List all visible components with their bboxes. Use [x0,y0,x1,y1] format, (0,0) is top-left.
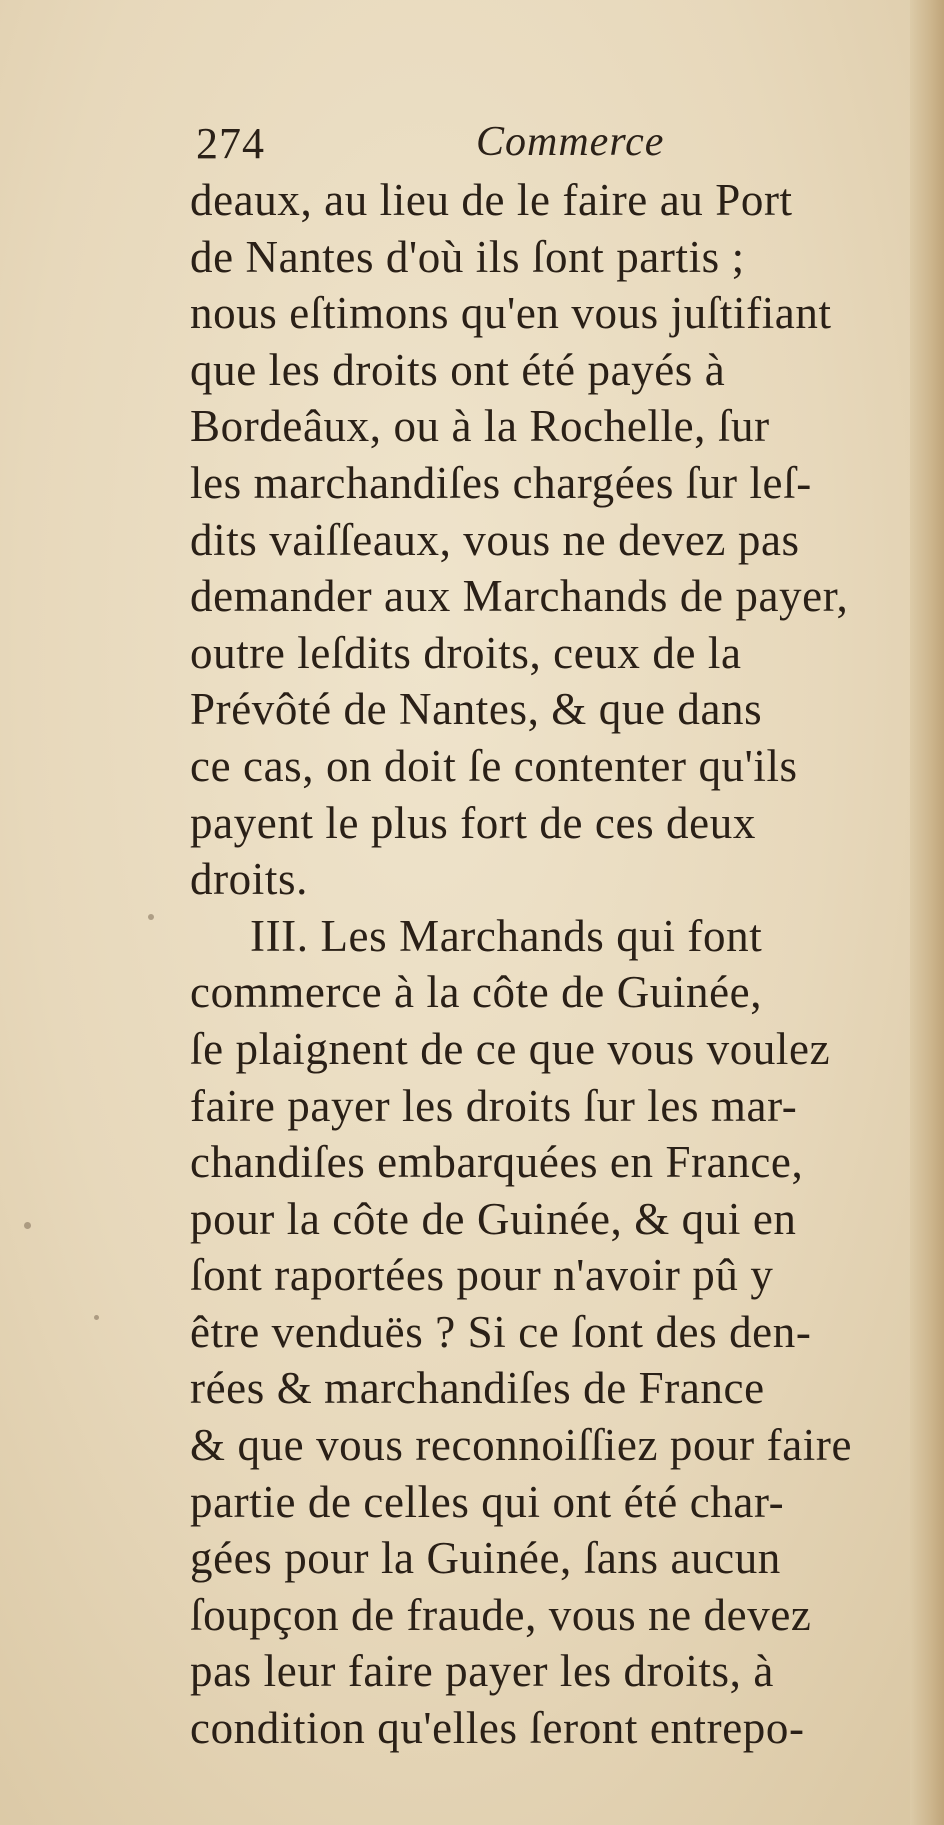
text-line: & que vous reconnoiſſiez pour faire [190,1420,853,1471]
text-line: que les droits ont été payés à [190,344,726,395]
text-line: partie de celles qui ont été char- [190,1476,785,1527]
body-text [190,172,920,1757]
page-header [196,118,916,178]
text-line: commerce à la côte de Guinée, [190,967,763,1018]
text-line: les marchandiſes chargées ſur leſ- [190,457,812,508]
text-line: ſont raportées pour n'avoir pû y [190,1250,774,1301]
text-line: Prévôté de Nantes, & que dans [190,684,763,735]
paragraph-start-line: III. Les Marchands qui font [250,910,763,961]
page-number: 274 [196,119,265,168]
text-line: Bordeâux, ou à la Rochelle, ſur [190,401,770,452]
text-line: payent le plus fort de ces deux [190,797,756,848]
running-title: Commerce [476,119,665,165]
text-line: ſe plaignent de ce que vous voulez [190,1023,831,1074]
text-line: condition qu'elles ſeront entrepo- [190,1703,805,1754]
text-line: pour la côte de Guinée, & qui en [190,1193,797,1244]
text-line: gées pour la Guinée, ſans aucun [190,1533,781,1584]
text-line: demander aux Marchands de payer, [190,571,849,622]
text-line: faire payer les droits ſur les mar- [190,1080,798,1131]
text-line: ce cas, on doit ſe contenter qu'ils [190,740,798,791]
text-line: nous eſtimons qu'en vous juſtifiant [190,288,832,339]
text-line: chandiſes embarquées en France, [190,1137,804,1188]
text-line: être venduës ? Si ce ſont des den- [190,1306,812,1357]
paper-speck [148,914,154,920]
text-line: outre leſdits droits, ceux de la [190,627,742,678]
text-line: dits vaiſſeaux, vous ne devez pas [190,514,800,565]
text-line: pas leur faire payer les droits, à [190,1646,774,1697]
text-line: droits. [190,854,308,905]
paper-speck [94,1315,99,1320]
paper-speck [24,1222,31,1229]
text-line: rées & marchandiſes de France [190,1363,765,1414]
text-line: deaux, au lieu de le faire au Port [190,175,793,225]
text-line: ſoupçon de fraude, vous ne devez [190,1589,812,1640]
text-line: de Nantes d'où ils ſont partis ; [190,231,745,282]
